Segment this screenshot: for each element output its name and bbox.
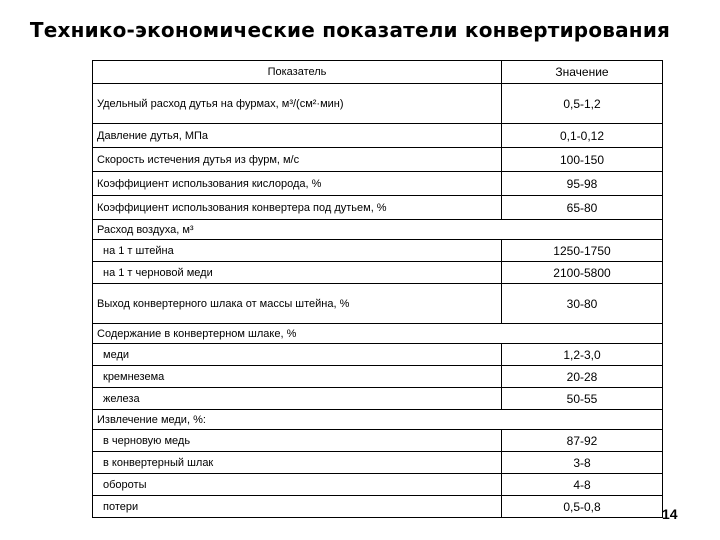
row-value: 20-28 [502,366,663,388]
header-value: Значение [502,61,663,84]
row-value: 30-80 [502,284,663,324]
table-row [93,148,663,172]
indicators-table [92,60,663,518]
row-value: 0,5-1,2 [502,84,663,124]
row-value: 2100-5800 [502,262,663,284]
row-label: обороты [93,474,502,496]
row-label: Скорость истечения дутья из фурм, м/с [93,148,502,172]
table-row [93,284,663,324]
row-label: в черновую медь [93,430,502,452]
row-value: 0,1-0,12 [502,124,663,148]
row-label: меди [93,344,502,366]
row-label: Коэффициент использования конвертера под дутьем, % [93,196,502,220]
row-label: Выход конвертерного шлака от массы штейна, % [93,284,502,324]
row-value: 87-92 [502,430,663,452]
row-label: на 1 т штейна [93,240,502,262]
row-label: кремнезема [93,366,502,388]
table-row [93,452,663,474]
section-row [93,410,663,430]
table-row [93,124,663,148]
table-header-row [93,61,663,84]
row-value: 1250-1750 [502,240,663,262]
table-row [93,388,663,410]
table-row [93,172,663,196]
row-label: на 1 т черновой меди [93,262,502,284]
table-row [93,262,663,284]
row-label: в конвертерный шлак [93,452,502,474]
table-row [93,344,663,366]
row-value: 0,5-0,8 [502,496,663,518]
row-label: Коэффициент использования кислорода, % [93,172,502,196]
table-row [93,196,663,220]
table-row [93,84,663,124]
header-param: Показатель [93,61,502,84]
row-value: 100-150 [502,148,663,172]
row-label: потери [93,496,502,518]
page-title: Технико-экономические показатели конвертирования [29,18,671,42]
section-label: Извлечение меди, %: [93,410,502,430]
row-value: 50-55 [502,388,663,410]
table-row [93,366,663,388]
row-value: 4-8 [502,474,663,496]
row-value: 3-8 [502,452,663,474]
section-empty-cell [502,220,663,240]
page-number: 14 [662,506,678,522]
section-row [93,324,663,344]
row-value: 95-98 [502,172,663,196]
table-row [93,496,663,518]
row-label: железа [93,388,502,410]
section-empty-cell [502,324,663,344]
row-value: 65-80 [502,196,663,220]
section-row [93,220,663,240]
table-row [93,240,663,262]
row-label: Удельный расход дутья на фурмах, м³/(см²·мин) [93,84,502,124]
section-label: Расход воздуха, м³ [93,220,502,240]
row-value: 1,2-3,0 [502,344,663,366]
table-row [93,430,663,452]
section-empty-cell [502,410,663,430]
row-label: Давление дутья, МПа [93,124,502,148]
table-row [93,474,663,496]
section-label: Содержание в конвертерном шлаке, % [93,324,502,344]
